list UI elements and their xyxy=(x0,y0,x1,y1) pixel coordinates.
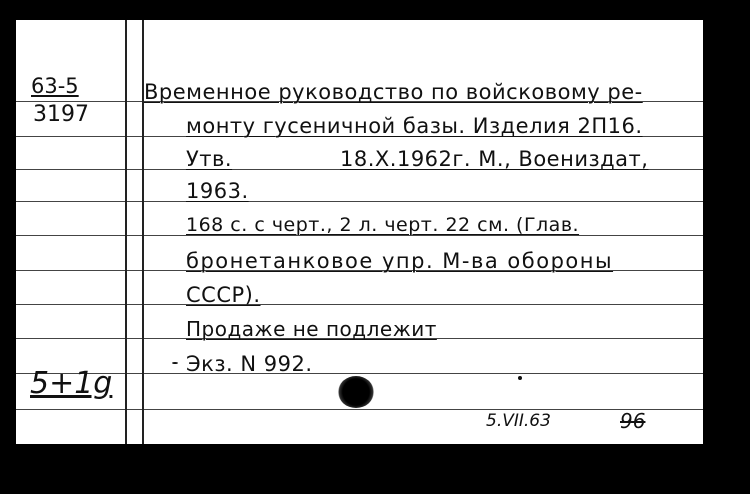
entry-approval-label: Утв. xyxy=(186,147,233,171)
call-number-line2: 3197 xyxy=(33,102,89,127)
call-number-line1: 63-5 xyxy=(31,74,79,98)
accession-date-stamp: 5.VII.63 xyxy=(486,411,551,431)
entry-approval-date: 18.X.1962г. М., Воениздат, xyxy=(340,147,649,171)
margin-line xyxy=(125,20,127,444)
entry-physical-description: 168 с. с черт., 2 л. черт. 22 см. (Глав. xyxy=(186,214,580,236)
entry-title-line2: монту гусеничной базы. Изделия 2П16. xyxy=(186,114,643,138)
ruled-line xyxy=(16,373,703,374)
entry-publisher-line1: бронетанковое упр. М-ва обороны xyxy=(186,249,614,273)
ink-speck xyxy=(172,362,178,364)
ruled-line xyxy=(16,201,703,202)
accession-mark: 96 xyxy=(620,409,646,433)
entry-copy-number: Экз. N 992. xyxy=(186,352,313,376)
ruled-line xyxy=(16,304,703,305)
catalog-card xyxy=(16,20,703,444)
ink-speck xyxy=(518,376,522,380)
margin-handwritten-note: 5+1g xyxy=(30,366,113,401)
ink-blot xyxy=(338,376,374,408)
entry-title-line1: Временное руководство по войсковому ре- xyxy=(144,80,643,104)
entry-year: 1963. xyxy=(186,179,249,203)
entry-publisher-line2: СССР). xyxy=(186,283,261,307)
entry-restriction-note: Продаже не подлежит xyxy=(186,317,437,341)
ruled-line xyxy=(16,409,703,410)
